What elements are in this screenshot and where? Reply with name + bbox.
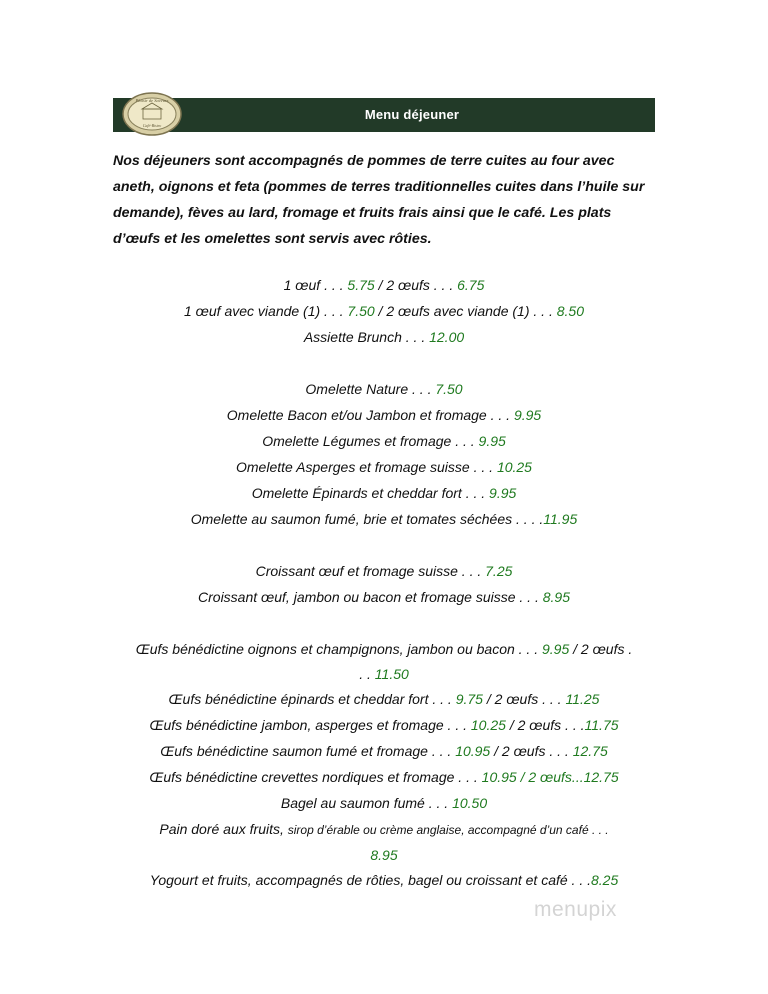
item-price: 8.50 (556, 303, 584, 319)
item-name: Bagel au saumon fumé . . . (280, 795, 453, 811)
item-price: 10.25 (496, 459, 532, 475)
menu-list (0, 272, 768, 893)
menu-item-omelette (0, 376, 768, 402)
item-price: 11.95 (543, 511, 578, 527)
menu-item-omelette (0, 428, 768, 454)
menu-item-yogourt (0, 867, 768, 893)
item-name: Pain doré aux fruits, (159, 821, 288, 837)
menu-item-omelette (0, 454, 768, 480)
item-price: 9.75 (455, 691, 483, 707)
item-price: 10.50 (452, 795, 488, 811)
menu-item-benedictine (0, 764, 768, 790)
item-price: 7.50 (435, 381, 463, 397)
logo-text-top: Plaisir de Saveurs (135, 98, 169, 103)
menu-item-benedictine (0, 636, 768, 662)
item-price: 11.75 (584, 717, 619, 733)
item-name: Omelette Légumes et fromage . . . (262, 433, 479, 449)
item-name: / 2 œufs . . . (482, 691, 566, 707)
item-price: 8.95 (542, 589, 570, 605)
item-price: 8.25 (591, 872, 619, 888)
menu-item-benedictine (0, 686, 768, 712)
item-price: 10.25 (470, 717, 506, 733)
menu-item-bagel (0, 790, 768, 816)
item-name: Omelette Nature . . . (305, 381, 436, 397)
menu-item-benedictine-cont (0, 662, 768, 686)
header-title: Menu déjeuner (364, 107, 460, 122)
menu-item-benedictine (0, 738, 768, 764)
item-price: 12.00 (429, 329, 465, 345)
item-name: 1 œuf . . . (283, 277, 348, 293)
item-name: / 2 œufs avec viande (1) . . . (374, 303, 557, 319)
item-description: sirop d’érable ou crème anglaise, accompagné d’un café . . . (287, 823, 609, 837)
item-name: Omelette Épinards et cheddar fort . . . (251, 485, 490, 501)
item-price: 11.25 (565, 691, 600, 707)
item-name: Œufs bénédictine crevettes nordiques et fromage . . . (149, 769, 482, 785)
menu-header (113, 98, 655, 132)
menu-item-eggs (0, 272, 768, 298)
menu-item-croissant (0, 558, 768, 584)
menu-item-croissant (0, 584, 768, 610)
item-price: 10.95 / 2 œufs...12.75 (481, 769, 619, 785)
menu-item-omelette (0, 480, 768, 506)
menu-item-eggs-meat (0, 298, 768, 324)
item-name: / 2 œufs . . . (374, 277, 458, 293)
item-name: Omelette Bacon et/ou Jambon et fromage . . . (226, 407, 514, 423)
watermark: menupix (534, 898, 617, 921)
item-name: Œufs bénédictine saumon fumé et fromage . . . (160, 743, 456, 759)
item-price: 10.95 (455, 743, 491, 759)
item-name: Omelette au saumon fumé, brie et tomates séchées . . . . (190, 511, 544, 527)
item-name: 1 œuf avec viande (1) . . . (184, 303, 348, 319)
item-price: 7.50 (347, 303, 375, 319)
menu-item-omelette (0, 402, 768, 428)
item-price: 8.95 (370, 847, 398, 863)
item-price: 9.95 (478, 433, 506, 449)
menu-item-brunch (0, 324, 768, 350)
item-name: Assiette Brunch . . . (303, 329, 430, 345)
menu-item-omelette (0, 506, 768, 532)
item-name: Croissant œuf, jambon ou bacon et fromage suisse . . . (198, 589, 543, 605)
intro-paragraph: Nos déjeuners sont accompagnés de pommes de terre cuites au four avec aneth, oignons et feta (pommes de terres traditionnelles cuites dans l’huile sur demande), fèves au lard, fromage et fruits frais ainsi que le café. Les plats d’œufs et les omelettes sont servis avec rôties. (113, 153, 645, 247)
item-price: 12.75 (572, 743, 608, 759)
menu-item-pain-dore-price (0, 843, 768, 867)
item-name: . . (359, 666, 375, 682)
item-name: / 2 œufs . . . (505, 717, 585, 733)
item-price: 6.75 (457, 277, 485, 293)
item-price: 5.75 (347, 277, 375, 293)
item-name: Yogourt et fruits, accompagnés de rôties, bagel ou croissant et café . . . (149, 872, 591, 888)
item-price: 9.95 (513, 407, 542, 423)
item-name: Omelette Asperges et fromage suisse . . . (236, 459, 497, 475)
item-name: Croissant œuf et fromage suisse . . . (255, 563, 486, 579)
item-name: Œufs bénédictine épinards et cheddar fort . . . (168, 691, 456, 707)
item-name: Œufs bénédictine jambon, asperges et fromage . . . (149, 717, 471, 733)
logo-text-bottom: Café-Bistro (142, 123, 162, 128)
item-price: 11.50 (374, 666, 409, 682)
item-name: / 2 œufs . (569, 641, 633, 657)
item-name: / 2 œufs . . . (490, 743, 573, 759)
item-name: Œufs bénédictine oignons et champignons, jambon ou bacon . . . (135, 641, 542, 657)
menu-item-benedictine (0, 712, 768, 738)
item-price: 9.95 (542, 641, 570, 657)
item-price: 9.95 (489, 485, 517, 501)
item-price: 7.25 (485, 563, 513, 579)
menu-item-pain-dore (0, 816, 768, 843)
